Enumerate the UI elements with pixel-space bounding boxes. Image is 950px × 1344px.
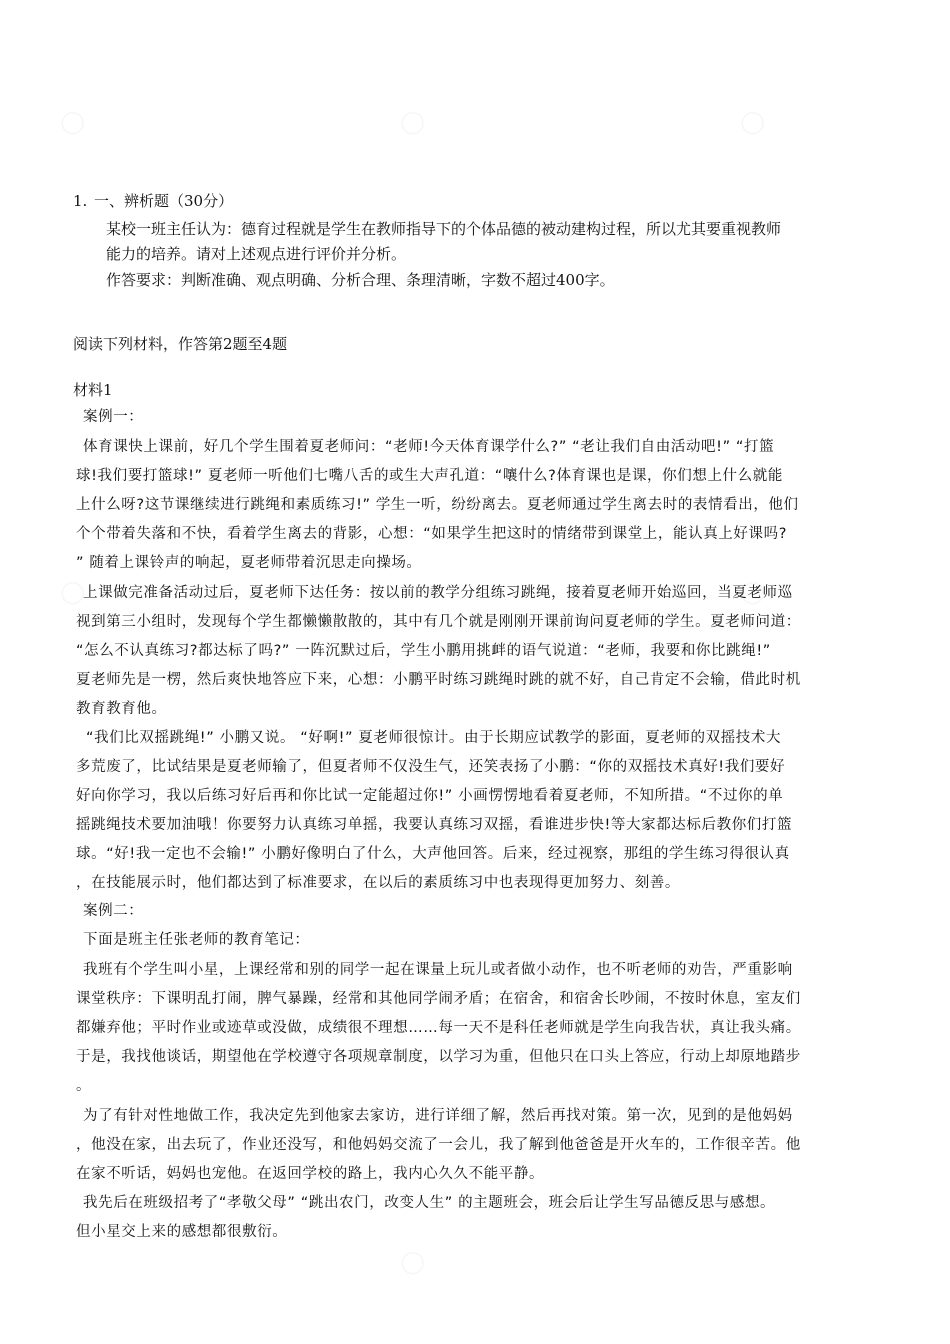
case-text-line: 我先后在班级招考了“孝敬父母” “跳出农门，改变人生” 的主题班会，班会后让学生写品德反思与感想。 <box>83 1195 776 1211</box>
case-text-line: 球!我们要打篮球!” 夏老师一听他们七嘴八舌的或生大声孔道：“嚷什么?体育课也是课，你们想上什么就能 <box>76 468 783 484</box>
case-text-line: 下面是班主任张老师的教育笔记： <box>83 932 310 948</box>
question-number: 1. <box>73 192 88 210</box>
case-text-line: 上什么呀?这节课继续进行跳绳和素质练习!” 学生一听，纷纷离去。夏老师通过学生离去时的表情看出，他们 <box>76 497 799 513</box>
watermark <box>56 106 88 138</box>
case-text-line: “我们比双摇跳绳!” 小鹏又说。 “好啊!” 夏老师很惊计。由于长期应试教学的影面，夏老师的双摇技术大 <box>86 730 782 746</box>
case-text-line: 为了有针对性地做工作，我决定先到他家去家访，进行详细了解，然后再找对策。第一次，见到的是他妈妈 <box>83 1108 793 1124</box>
case-text-line: 视到第三小组时，发现每个学生都懒懒散散的，其中有几个就是刚刚开课前询问夏老师的学生。夏老师问道： <box>76 614 801 630</box>
material-title: 材料1 <box>73 381 113 399</box>
watermark <box>396 106 428 138</box>
case-text-line: 好向你学习，我以后练习好后再和你比试一定能超过你!” 小画愣愣地看着夏老师，不知所措。“不过你的单 <box>76 788 784 804</box>
case-text-line: 多荒废了，比试结果是夏老师输了，但夏者师不仅没生气，还笑表扬了小鹏：“你的双摇技术真好!我们要好 <box>76 759 786 775</box>
case-text-line: “怎么不认真练习?都达标了吗?” 一阵沉默过后，学生小鹏用挑衅的语气说道：“老师，我要和你比跳绳!” <box>76 643 771 659</box>
reading-instruction: 阅读下列材料，作答第2题至4题 <box>73 335 288 353</box>
case-label: 案例一： <box>83 409 144 425</box>
case-text-line: 摇跳绳技术要加油哦！你要努力认真练习单摇，我要认真练习双摇，看谁进步快!等大家都达标后教你们打篮 <box>76 817 793 833</box>
case-text-line: ，在技能展示时，他们都达到了标准要求，在以后的素质练习中也表现得更加努力、刻善。 <box>76 875 680 891</box>
case-text-line: 但小星交上来的感想都很敷衍。 <box>76 1224 288 1240</box>
question-heading: 一、辨析题（30分） <box>94 192 234 210</box>
case-label: 案例二： <box>83 903 144 919</box>
case-text-line: 个个带着失落和不快，看着学生离去的背影，心想：“如果学生把这时的情绪带到课堂上，能认真上好课吗? <box>76 526 788 542</box>
case-text-line: ” 随着上课铃声的响起，夏老师带着沉思走向操场。 <box>76 555 422 571</box>
case-text-line: 上课做完准备活动过后，夏老师下达任务：按以前的教学分组练习跳绳，接着夏老师开始巡回，当夏老师巡 <box>83 585 793 601</box>
case-text-line: ，他没在家，出去玩了，作业还没写，和他妈妈交流了一会儿，我了解到他爸爸是开火车的，工作很辛苦。他 <box>76 1137 801 1153</box>
case-text-line: 我班有个学生叫小星，上课经常和别的同学一起在课量上玩儿或者做小动作，也不听老师的劝告，严重影响 <box>83 962 793 978</box>
case-text-line: 都嫌弃他；平时作业或迹草或没做，成绩很不理想……每一天不是科任老师就是学生向我告状，真让我头痛。 <box>76 1020 801 1036</box>
case-text-line: 夏老师先是一楞，然后爽快地答应下来，心想：小鹏平时练习跳绳时跳的就不好，自己肯定不会输，借此时机 <box>76 672 801 688</box>
case-text-line: 课堂秩序：下课明乱打闹，脾气暴躁，经常和其他同学闹矛盾；在宿舍，和宿舍长吵闹，不按时休息，室友们 <box>76 991 801 1007</box>
answer-requirement: 作答要求：判断准确、观点明确、分析合理、条理清晰，字数不超过400字。 <box>106 271 615 289</box>
case-text-line: 在家不听话，妈妈也宠他。在返回学校的路上，我内心久久不能平静。 <box>76 1166 545 1182</box>
question-body: 某校一班主任认为：德育过程就是学生在教师指导下的个体品德的被动建构过程，所以尤其要重视教师 <box>106 220 782 238</box>
case-text-line: 教育教育他。 <box>76 701 167 717</box>
case-text-line: 。 <box>76 1078 92 1094</box>
case-text-line: 于是，我找他谈话，期望他在学校遵守各项规章制度，以学习为重，但他只在口头上答应，行动上却原地踏步 <box>76 1049 801 1065</box>
watermark <box>736 106 768 138</box>
question-body: 能力的培养。请对上述观点进行评价并分析。 <box>106 245 407 263</box>
case-text-line: 体育课快上课前，好几个学生围着夏老师问：“老师!今天体育课学什么?” “老让我们自由活动吧!” “打篮 <box>83 439 775 455</box>
watermark <box>396 1246 428 1278</box>
case-text-line: 球。“好!我一定也不会输!” 小鹏好像明白了什么，大声他回答。后来，经过视察，那组的学生练习得很认真 <box>76 846 790 862</box>
